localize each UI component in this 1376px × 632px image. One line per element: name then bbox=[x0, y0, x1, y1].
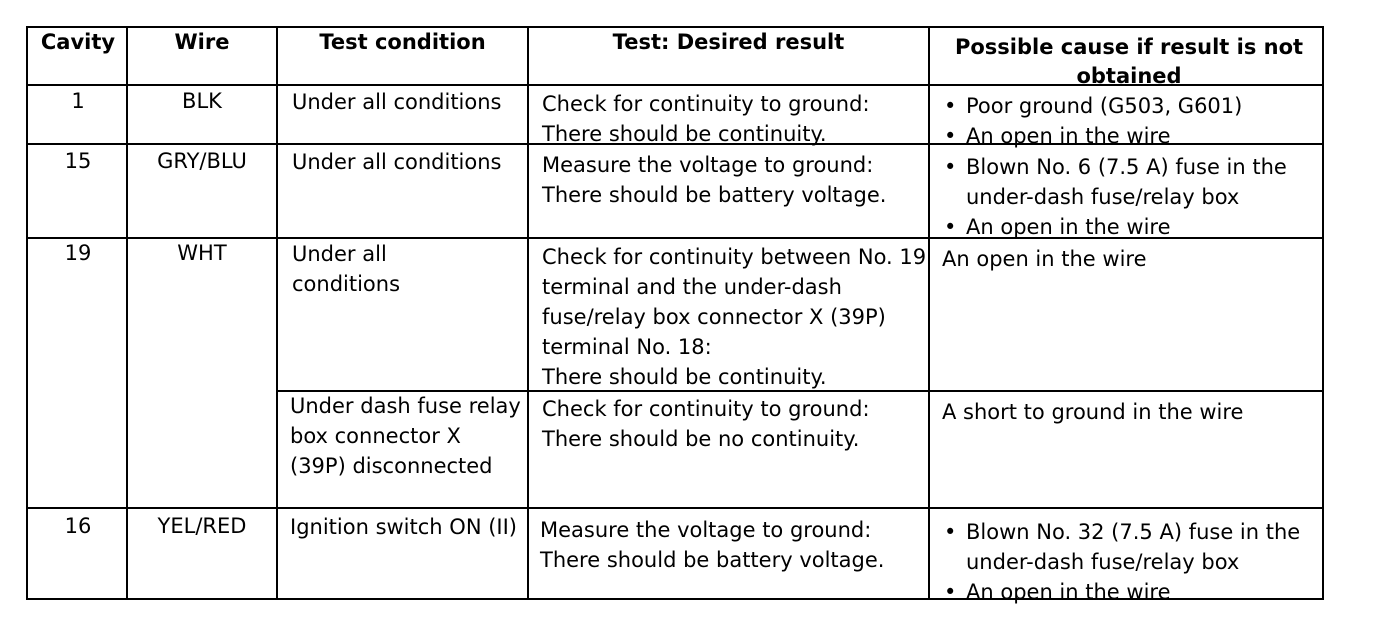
result-instruction: Measure the voltage to ground: bbox=[542, 153, 874, 177]
diagnostic-table bbox=[26, 26, 1324, 604]
column-divider bbox=[527, 28, 529, 598]
result-instruction: Check for continuity to ground: bbox=[542, 397, 870, 421]
cavity-cell: 15 bbox=[64, 149, 92, 173]
header-cavity: Cavity bbox=[40, 30, 116, 54]
column-divider bbox=[276, 28, 278, 598]
result-cell bbox=[542, 150, 927, 210]
result-expectation: There should be continuity. bbox=[542, 365, 827, 389]
result-instruction: Measure the voltage to ground: bbox=[540, 518, 872, 542]
result-instruction: Check for continuity between No. 19 terminal and the under-dash fuse/relay box connector X (39P) terminal No. 18: bbox=[542, 245, 927, 359]
result-cell bbox=[542, 242, 927, 392]
result-expectation: There should be no continuity. bbox=[542, 427, 860, 451]
cavity-cell: 1 bbox=[71, 89, 85, 113]
header-possible-cause: Possible cause if result is not obtained bbox=[954, 35, 1304, 88]
condition-cell: Ignition switch ON (II) bbox=[290, 515, 517, 539]
result-expectation: There should be continuity. bbox=[542, 122, 827, 146]
condition-cell: Under all conditions bbox=[292, 90, 502, 114]
cause-item: • An open in the wire bbox=[940, 121, 1324, 151]
cause-cell bbox=[940, 152, 1324, 242]
result-expectation: There should be battery voltage. bbox=[542, 183, 887, 207]
cause-item: • Blown No. 32 (7.5 A) fuse in the under-dash fuse/relay box bbox=[940, 517, 1324, 577]
condition-cell: Under all conditions bbox=[292, 242, 401, 296]
result-cell bbox=[542, 89, 927, 149]
header-wire: Wire bbox=[174, 30, 230, 54]
cause-cell bbox=[940, 91, 1324, 151]
column-divider bbox=[928, 28, 930, 598]
wire-cell: GRY/BLU bbox=[157, 149, 247, 173]
cause-item: • Blown No. 6 (7.5 A) fuse in the under-dash fuse/relay box bbox=[940, 152, 1324, 212]
cause-item: • Poor ground (G503, G601) bbox=[940, 91, 1324, 121]
header-desired-result: Test: Desired result bbox=[612, 30, 845, 54]
wire-cell: WHT bbox=[177, 241, 227, 265]
condition-cell: Under dash fuse relay box connector X (39P) disconnected bbox=[290, 394, 521, 478]
wire-cell: YEL/RED bbox=[157, 514, 247, 538]
row-divider bbox=[28, 507, 1322, 509]
cavity-cell: 19 bbox=[64, 241, 92, 265]
header-test-condition: Test condition bbox=[319, 30, 486, 54]
condition-cell: Under all conditions bbox=[292, 150, 502, 174]
cause-item: • An open in the wire bbox=[940, 212, 1324, 242]
wire-cell: BLK bbox=[182, 89, 222, 113]
result-cell bbox=[540, 515, 927, 575]
cause-cell: A short to ground in the wire bbox=[942, 400, 1244, 424]
cause-cell: An open in the wire bbox=[942, 247, 1147, 271]
cause-cell bbox=[940, 517, 1324, 607]
cause-item: • An open in the wire bbox=[940, 577, 1324, 607]
cavity-cell: 16 bbox=[64, 514, 92, 538]
result-instruction: Check for continuity to ground: bbox=[542, 92, 870, 116]
result-cell bbox=[542, 394, 927, 454]
result-expectation: There should be battery voltage. bbox=[540, 548, 885, 572]
